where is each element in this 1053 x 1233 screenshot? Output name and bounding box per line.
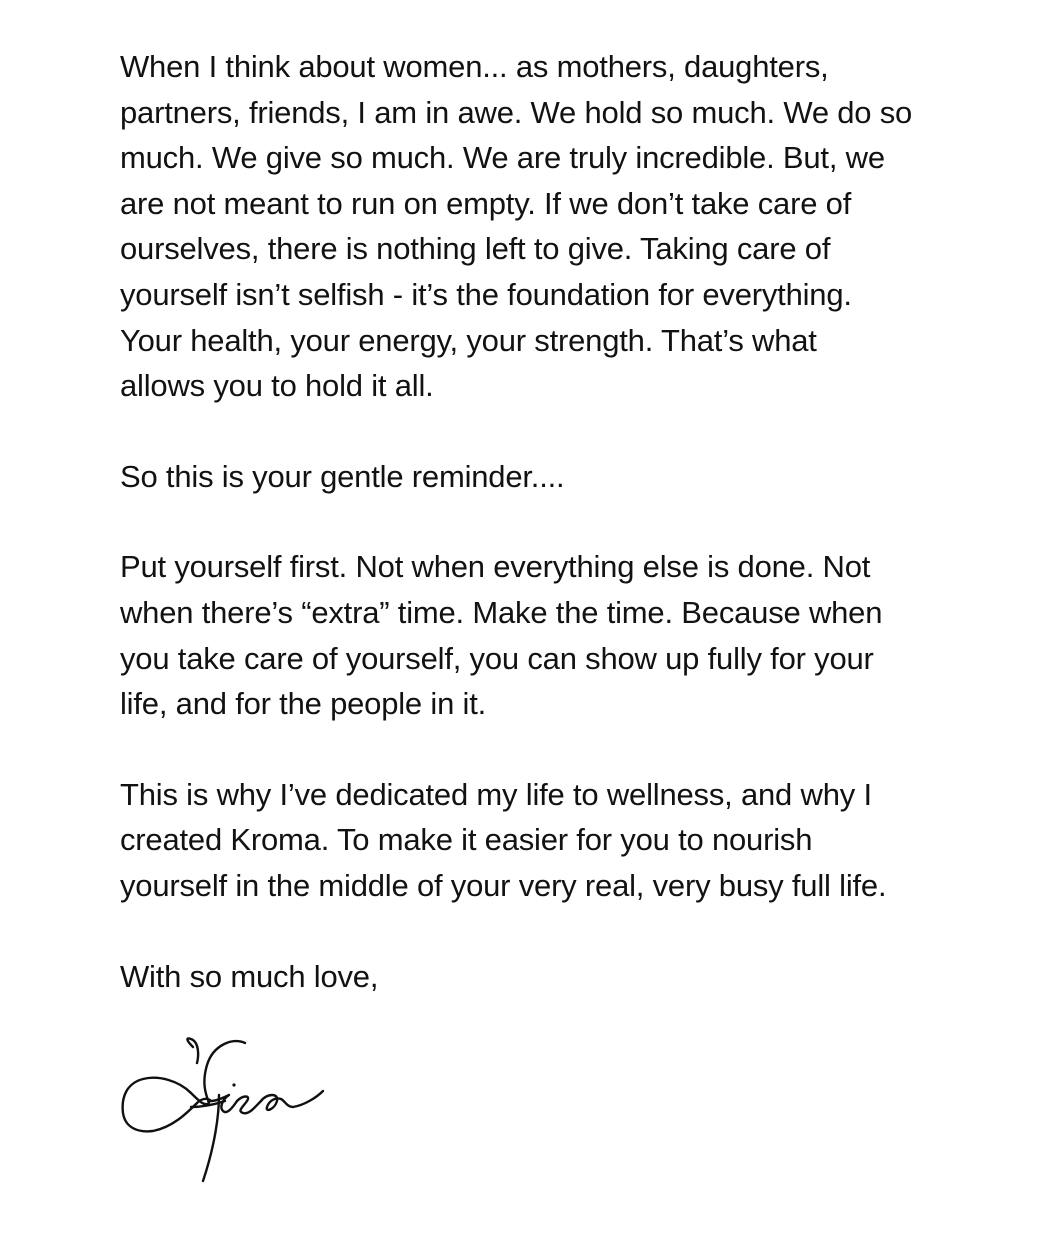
text-line: This is why I’ve dedicated my life to wellness, and why I	[120, 776, 872, 812]
text-line: you take care of yourself, you can show up fully for your	[120, 640, 874, 676]
text-line: yourself in the middle of your very real, very busy full life.	[120, 867, 887, 903]
signature-handwriting-icon	[115, 1035, 340, 1195]
text-line: partners, friends, I am in awe. We hold so much. We do so	[120, 94, 913, 130]
text-line: Your health, your energy, your strength. That’s what	[120, 322, 817, 358]
paragraph-put-yourself-first	[120, 544, 950, 726]
closing-line: With so much love,	[120, 958, 379, 994]
paragraph-intro	[120, 44, 950, 409]
text-line: Put yourself first. Not when everything else is done. Not	[120, 549, 871, 585]
paragraph-reminder	[120, 454, 950, 500]
text-line: So this is your gentle reminder....	[120, 458, 565, 494]
letter-body	[120, 44, 950, 999]
text-line: allows you to hold it all.	[120, 368, 434, 404]
text-line: When I think about women... as mothers, daughters,	[120, 49, 829, 84]
text-line: yourself isn’t selfish - it’s the foundation for everything.	[120, 276, 852, 312]
text-line: created Kroma. To make it easier for you to nourish	[120, 822, 813, 858]
signature-lisa	[115, 1035, 340, 1195]
text-line: when there’s “extra” time. Make the time. Because when	[120, 594, 883, 630]
text-line: much. We give so much. We are truly incredible. But, we	[120, 140, 885, 176]
text-line: are not meant to run on empty. If we don’t take care of	[120, 185, 852, 221]
text-line: ourselves, there is nothing left to give. Taking care of	[120, 231, 831, 267]
text-line: life, and for the people in it.	[120, 686, 487, 722]
paragraph-kroma	[120, 772, 950, 909]
